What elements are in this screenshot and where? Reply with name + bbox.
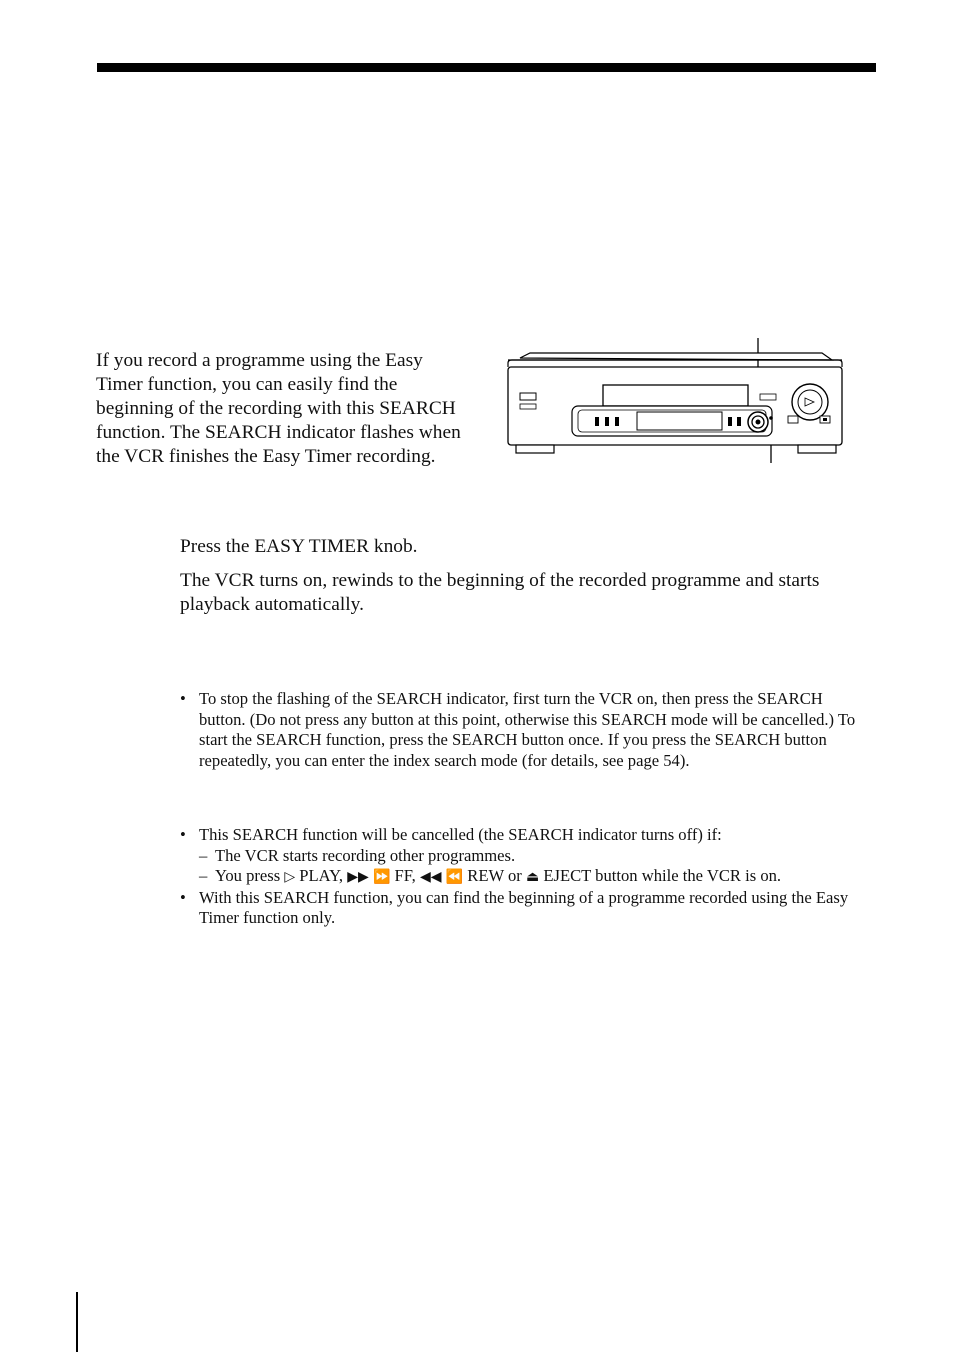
note-item: [180, 888, 870, 929]
eject-label: EJECT button while the VCR is on.: [543, 866, 782, 885]
sub-item: [199, 846, 870, 867]
dash: –: [199, 866, 208, 885]
sub-item: [199, 866, 870, 888]
sub-prefix: You press: [215, 866, 281, 885]
note-text: To stop the flashing of the SEARCH indicator, first turn the VCR on, then press the SEARCH button. (Do not press any button at this point, otherwise this SEARCH mode will be cancelled.) To start the SEARCH function, press the SEARCH button once. If you press the SEARCH button repeatedly, you can enter the index search mode (for details, see page 54).: [199, 689, 856, 770]
rewind-small-icon: ⏪: [445, 869, 464, 885]
dash: –: [199, 845, 208, 865]
fast-forward-small-icon: ⏩: [372, 869, 391, 885]
display-window: [637, 412, 722, 430]
play-icon: ▷: [284, 869, 296, 885]
vcr-foot-right: [798, 445, 836, 453]
margin-rule: [76, 1292, 78, 1352]
vcr-top-face: [520, 353, 832, 360]
bullet: •: [180, 689, 186, 708]
note-item: [180, 689, 870, 771]
bullet: •: [180, 887, 186, 907]
vcr-illustration: [500, 330, 850, 470]
sub-text: The VCR starts recording other programmes.: [215, 845, 516, 865]
step-1-instruction: Press the EASY TIMER knob.: [180, 536, 418, 557]
notes-list-second: [180, 825, 870, 929]
note-text: With this SEARCH function, you can find the beginning of a programme recorded using the Easy Timer function only.: [199, 887, 849, 927]
notes-list-first: [180, 689, 870, 771]
step-1-result: The VCR turns on, rewinds to the beginning of the recorded programme and starts playback automatically.: [180, 570, 820, 615]
ff-label: FF,: [394, 866, 416, 885]
bullet: •: [180, 825, 186, 844]
fast-forward-icon: ▶▶: [347, 869, 369, 885]
note-text: This SEARCH function will be cancelled (the SEARCH indicator turns off) if:: [199, 825, 722, 844]
search-indicator: [769, 416, 773, 420]
intro-paragraph: If you record a programme using the Easy Timer function, you can easily find the beginning of the recording with this SEARCH function. The SEARCH indicator flashes when the VCR finishes the Easy Timer recording.: [96, 350, 461, 467]
sub-list: [199, 846, 870, 888]
cassette-slot: [603, 385, 748, 406]
rew-label: REW or: [467, 866, 522, 885]
vcr-foot-left: [516, 445, 554, 453]
header-rule: [97, 63, 876, 72]
eject-icon: ⏏: [525, 869, 540, 885]
note-item: [180, 825, 870, 888]
rewind-icon: ◀◀: [419, 869, 442, 885]
play-label: PLAY,: [299, 866, 344, 885]
